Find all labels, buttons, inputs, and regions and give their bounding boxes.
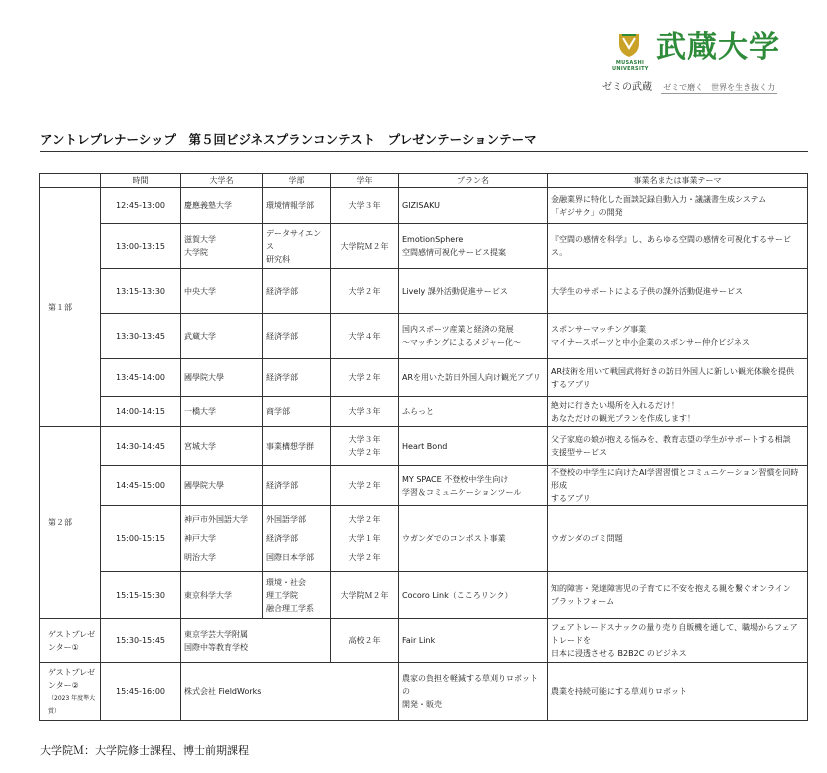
logo-slogan: ゼミで磨く 世界を生き抜く力 [663,83,776,92]
theme-cell [548,188,808,224]
year-line: 大学院Ｍ２年 [340,241,389,251]
time-cell: 13:15-13:30 [101,269,181,314]
plan-line: EmotionSphere [402,235,464,244]
year-cell [331,619,399,663]
section-part2: 第２部 [40,427,101,619]
time-cell: 14:00-14:15 [101,397,181,427]
university-cell [181,224,263,269]
year-line: 大学２年 [348,286,381,296]
plan-line: 空間感情可視化サービス提案 [402,248,506,257]
theme-line: するアプリ [551,379,591,389]
university-line: 慶應義塾大学 [184,201,232,210]
year-line: 大学院Ｍ２年 [340,590,389,600]
year-cell [331,397,399,427]
header-plan: プラン名 [399,174,548,188]
year-line: 大学２年 [348,481,381,490]
theme-line: マイナースポーツと中小企業のスポンサー仲介ビジネス [551,338,750,347]
university-line: 株式会社 FieldWorks [184,687,262,696]
time-cell: 13:45-14:00 [101,359,181,397]
year-line: 高校２年 [348,636,381,645]
faculty-cell [263,224,331,269]
table-row [40,619,808,663]
time-cell: 12:45-13:00 [101,188,181,224]
faculty-cell [263,359,331,397]
year-cell [331,427,399,466]
year-line: 大学１年 [348,534,381,543]
university-logo [602,30,802,93]
faculty-line: 外国語学部 [266,515,306,524]
plan-cell [399,506,548,572]
section-guest2 [40,663,101,721]
theme-line: するアプリ [551,494,591,503]
theme-line: 「ギジサク」の開発 [551,207,623,217]
theme-cell [548,572,808,619]
plan-cell [399,188,548,224]
year-cell [331,188,399,224]
header-university: 大学名 [181,174,263,188]
logo-name: 武蔵大学 [656,30,780,65]
year-cell [331,269,399,314]
theme-cell [548,663,808,721]
university-line: 神戸大学 [184,534,216,543]
faculty-line: 国際日本学部 [266,553,314,562]
faculty-line: 環境・社会 [266,577,306,587]
plan-cell [399,269,548,314]
time-cell: 15:15-15:30 [101,572,181,619]
faculty-line: 事業構想学群 [266,441,314,451]
faculty-line: 商学部 [266,407,290,416]
university-cell [181,466,263,506]
theme-line: 父子家庭の娘が抱える悩みを、教育志望の学生がサポートする相談 [551,435,791,444]
university-line: 國學院大學 [184,481,224,490]
year-line: 大学３年 [348,407,381,416]
section-guest1: ゲストプレゼンター① [40,619,101,663]
plan-line: 農家の負担を軽減する草刈りロボットの [402,674,538,696]
logo-tagline-row [602,78,777,93]
time-cell: 13:00-13:15 [101,224,181,269]
university-cell [181,572,263,619]
header-theme: 事業名または事業テーマ [548,174,808,188]
university-line: 国際中等教育学校 [184,642,248,652]
theme-line: 『空間の感情を科学』し、あらゆる空間の感情を可視化するサービス。 [551,235,791,257]
faculty-line: 経済学部 [266,286,298,296]
theme-line: 金融業界に特化した面談記録自動入力・議議書生成システム [551,194,767,204]
theme-line: 大学生のサポートによる子供の課外活動促進サービス [551,286,743,296]
title-rule [40,151,808,152]
header-faculty: 学部 [263,174,331,188]
plan-line: Cocoro Link（こころリンク） [402,590,513,600]
theme-line: プラットフォーム [551,597,615,606]
faculty-cell [263,269,331,314]
plan-line: Fair Link [402,636,436,645]
guest2-label: ゲストプレゼンター② [48,667,96,690]
theme-cell [548,314,808,359]
university-line: 一橋大学 [184,407,216,416]
time-cell: 14:30-14:45 [101,427,181,466]
faculty-line: データサイエンス [266,228,322,251]
theme-cell [548,269,808,314]
plan-line: GIZISAKU [402,201,440,210]
university-line: 東京学芸大学附属 [184,629,248,639]
plan-cell [399,466,548,506]
university-line: 東京科学大学 [184,590,232,600]
year-line: 大学２年 [348,373,381,382]
theme-cell [548,224,808,269]
faculty-line: 経済学部 [266,481,298,490]
plan-line: ふらっと [402,407,434,416]
year-line: 大学２年 [348,553,381,562]
crest-icon [616,32,642,58]
theme-line: スポンサーマッチング事業 [551,325,647,334]
time-cell: 15:30-15:45 [101,619,181,663]
theme-cell [548,359,808,397]
theme-cell [548,397,808,427]
table-row [40,506,808,572]
table-row [40,663,808,721]
faculty-cell [263,397,331,427]
year-line: 大学３年 [348,201,381,210]
table-row [40,269,808,314]
university-cell [181,359,263,397]
plan-line: Heart Bond [402,441,448,451]
theme-line: フェアトレードスナックの量り売り自販機を通して、職場からフェアトレードを [551,623,798,645]
table-row [40,427,808,466]
plan-line: ～マッチングによるメジャー化～ [402,338,521,347]
plan-cell [399,224,548,269]
plan-line: ウガンダでのコンポスト事業 [402,534,506,543]
table-row [40,466,808,506]
university-cell [181,663,399,721]
faculty-cell [263,427,331,466]
faculty-cell [263,188,331,224]
university-cell [181,619,331,663]
logo-english: MUSASHI UNIVERSITY [612,60,649,72]
plan-line: 学習＆コミュニケーションツール [402,487,522,497]
faculty-cell [263,572,331,619]
plan-line: MY SPACE 不登校中学生向け [402,474,509,484]
page-title: アントレプレナーシップ 第５回ビジネスプランコンテスト プレゼンテーションテーマ [40,132,537,147]
time-cell: 13:30-13:45 [101,314,181,359]
plan-cell [399,619,548,663]
theme-cell [548,506,808,572]
university-line: 大学院 [184,248,208,257]
plan-cell [399,427,548,466]
year-line: 大学４年 [348,331,381,341]
year-cell [331,506,399,572]
section-part1: 第１部 [40,188,101,427]
table-row [40,359,808,397]
faculty-line: 環境情報学部 [266,201,314,210]
university-cell [181,314,263,359]
time-cell: 14:45-15:00 [101,466,181,506]
plan-cell [399,397,548,427]
university-cell [181,397,263,427]
logo-tagline: ゼミの武蔵 [602,82,652,93]
header-blank [40,174,101,188]
faculty-line: 研究科 [266,254,290,264]
faculty-line: 融合理工学系 [266,603,314,613]
time-cell: 15:00-15:15 [101,506,181,572]
plan-cell [399,359,548,397]
header-year: 学年 [331,174,399,188]
theme-line: ウガンダのゴミ問題 [551,534,623,543]
table-row [40,188,808,224]
theme-cell [548,427,808,466]
year-cell [331,572,399,619]
faculty-line: 経済学部 [266,331,298,341]
theme-line: 農業を持続可能にする草刈りロボット [551,687,687,696]
theme-line: 絶対に行きたい場所を入れるだけ！ [551,400,679,410]
theme-line: 知的障害・発達障害児の子育てに不安を抱える親を繋ぐオンライン [551,584,791,593]
year-cell [331,224,399,269]
university-line: 宮城大学 [184,441,216,451]
year-cell [331,314,399,359]
university-line: 國學院大學 [184,373,224,382]
year-cell [331,359,399,397]
university-cell [181,269,263,314]
plan-cell [399,314,548,359]
table-row [40,572,808,619]
plan-cell [399,663,548,721]
plan-line: Lively 課外活動促進サービス [402,286,508,296]
university-cell [181,506,263,572]
faculty-line: 経済学部 [266,373,298,382]
schedule-table [39,173,808,721]
theme-line: あなただけの観光プランを作成します！ [551,413,695,423]
time-cell: 15:45-16:00 [101,663,181,721]
year-cell [331,466,399,506]
header-time: 時間 [101,174,181,188]
plan-line: 国内スポーツ産業と経済の発展 [402,325,514,334]
theme-line: 支援型サービス [551,448,607,457]
table-row [40,397,808,427]
faculty-cell [263,506,331,572]
year-line: 大学２年 [348,515,381,524]
university-cell [181,188,263,224]
plan-line: ARを用いた訪日外国人向け観光アプリ [402,373,541,382]
year-line: 大学２年 [348,448,381,457]
year-line: 大学３年 [348,435,381,444]
plan-line: 開発・販売 [402,700,442,709]
header-row [40,174,808,188]
university-line: 神戸市外国語大学 [184,515,248,524]
university-line: 明治大学 [184,553,216,562]
guest2-note: （2023 年度準大賞） [48,694,96,715]
plan-cell [399,572,548,619]
faculty-line: 経済学部 [266,534,298,543]
university-cell [181,427,263,466]
university-line: 武蔵大学 [184,331,216,341]
theme-line: 日本に浸透させる B2B2C のビジネス [551,649,687,658]
theme-cell [548,466,808,506]
faculty-cell [263,314,331,359]
faculty-cell [263,466,331,506]
faculty-line: 理工学院 [266,590,298,600]
footnote: 大学院Ｍ：大学院修士課程、博士前期課程 [40,744,249,757]
table-row [40,224,808,269]
university-line: 滋賀大学 [184,235,216,244]
theme-line: AR技術を用いて戦国武将好きの訪日外国人に新しい観光体験を提供 [551,366,795,376]
theme-cell [548,619,808,663]
university-line: 中央大学 [184,286,216,296]
theme-line: 不登校の中学生に向けたAI学習習慣とコミュニケーション習慣を同時形成 [551,468,799,490]
table-row [40,314,808,359]
